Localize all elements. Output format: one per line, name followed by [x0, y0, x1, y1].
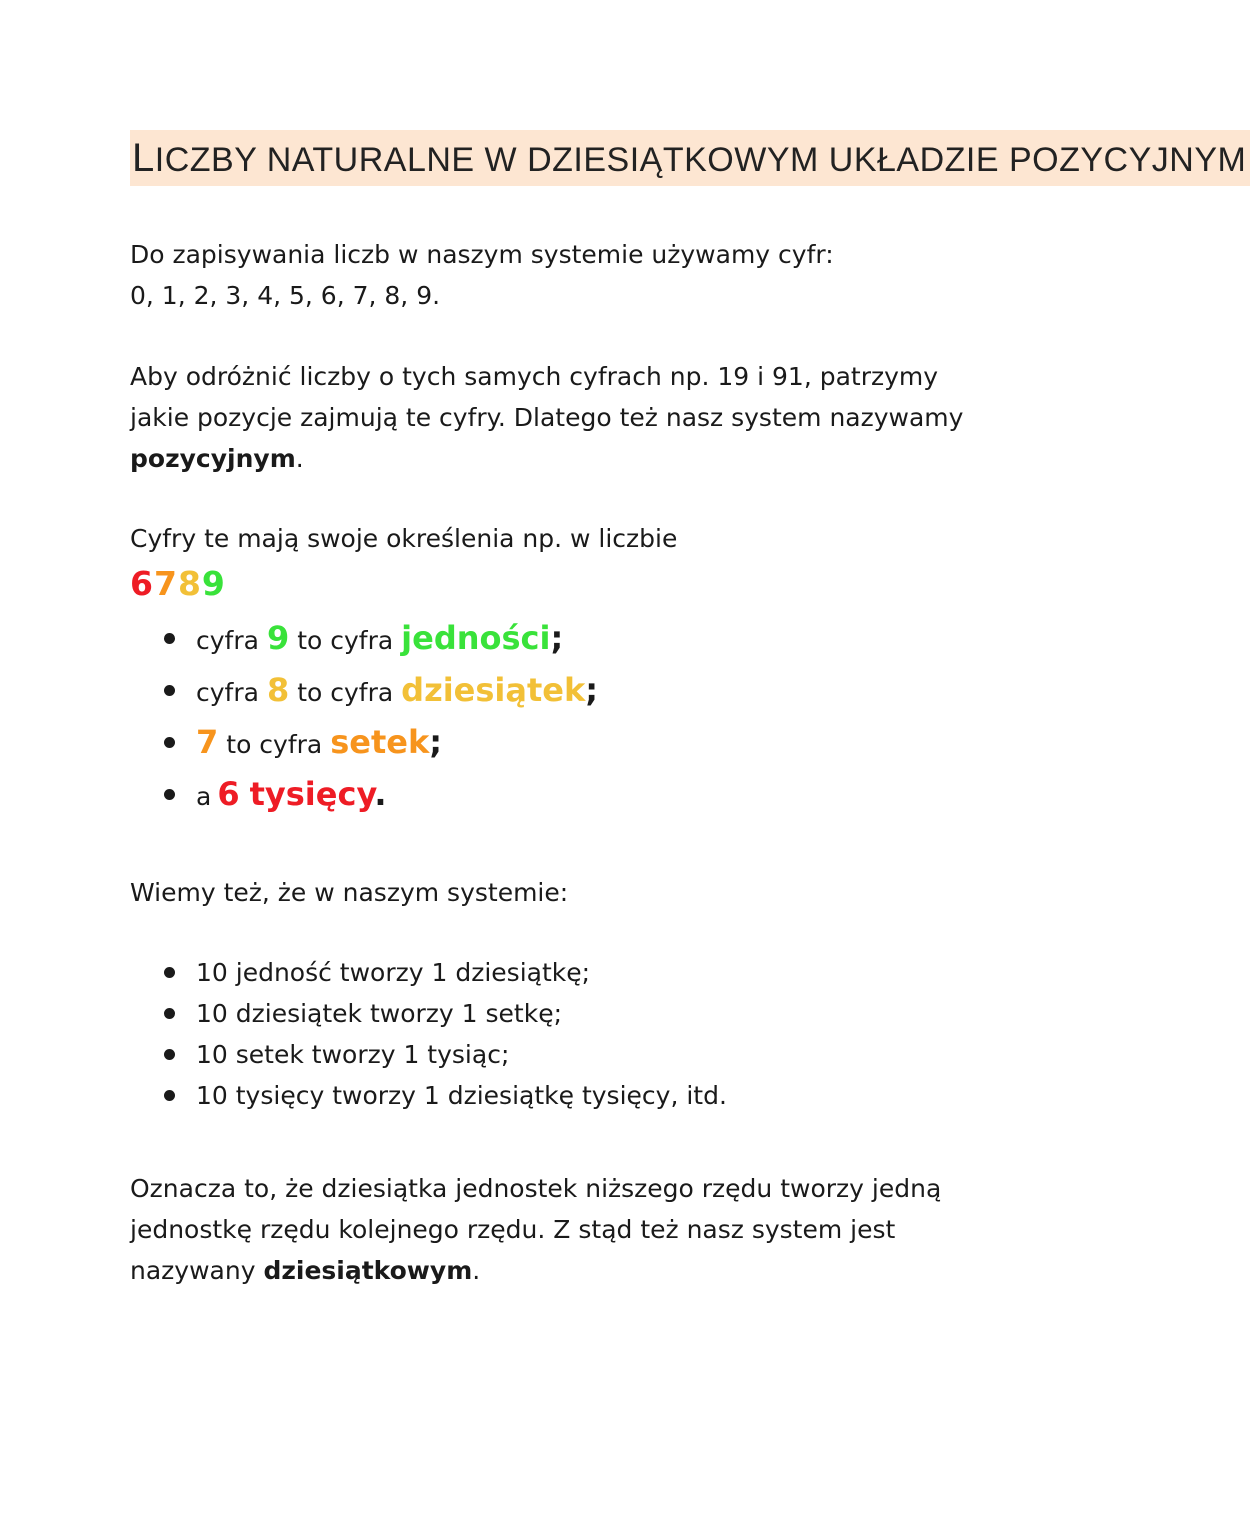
- rule-text: 10 tysięcy tworzy 1 dziesiątkę tysięcy, itd.: [196, 1081, 727, 1110]
- list-item: [160, 952, 727, 993]
- decimal-line-2: jednostkę rzędu kolejnego rzędu. Z stąd też nasz system jest: [130, 1215, 896, 1244]
- list-item: [160, 664, 598, 716]
- list-item: [160, 612, 598, 664]
- bullet-icon: [164, 633, 175, 644]
- item-digit: 9: [266, 619, 290, 657]
- intro-line-2: 0, 1, 2, 3, 4, 5, 6, 7, 8, 9.: [130, 281, 441, 310]
- bullet-icon: [164, 1049, 175, 1060]
- item-end: ;: [585, 671, 599, 709]
- item-digit: 8: [266, 671, 290, 709]
- decimal-end: .: [472, 1256, 481, 1285]
- item-digit: 6: [217, 775, 240, 813]
- units-digit: 9: [201, 564, 226, 603]
- title-first-letter: L: [132, 136, 155, 180]
- item-middle: to cyfra: [297, 678, 394, 707]
- decimal-paragraph: [130, 1168, 950, 1291]
- example-number: [130, 562, 226, 606]
- intro-paragraph: [130, 234, 950, 316]
- digit-places-list: [160, 612, 598, 820]
- item-middle: to cyfra: [226, 730, 323, 759]
- item-middle: to cyfra: [297, 626, 394, 655]
- rule-text: 10 dziesiątek tworzy 1 setkę;: [196, 999, 563, 1028]
- rule-text: 10 setek tworzy 1 tysiąc;: [196, 1040, 510, 1069]
- item-end: ;: [429, 723, 443, 761]
- rules-intro: Wiemy też, że w naszym systemie:: [130, 878, 569, 907]
- decimal-bold-word: dziesiątkowym: [263, 1256, 473, 1285]
- decimal-line-1: Oznacza to, że dziesiątka jednostek niższego rzędu tworzy jedną: [130, 1174, 942, 1203]
- item-place: tysięcy: [249, 775, 375, 813]
- list-item: [160, 768, 598, 820]
- item-prefix: cyfra: [196, 626, 259, 655]
- bullet-icon: [164, 1008, 175, 1019]
- positional-bold-word: pozycyjnym: [130, 444, 296, 473]
- item-end: ;: [550, 619, 564, 657]
- decimal-line-3-start: nazywany: [130, 1256, 264, 1285]
- hundreds-digit: 7: [153, 564, 178, 603]
- title-rest: ICZBY NATURALNE W DZIESIĄTKOWYM UKŁADZIE POZYCYJNYM: [154, 141, 1247, 179]
- item-digit: 7: [196, 723, 219, 761]
- bullet-icon: [164, 737, 175, 748]
- rule-text: 10 jedność tworzy 1 dziesiątkę;: [196, 958, 591, 987]
- item-end: .: [374, 775, 387, 813]
- list-item: [160, 993, 727, 1034]
- item-place: jedności: [401, 619, 551, 657]
- bullet-icon: [164, 967, 175, 978]
- item-prefix: cyfra: [196, 678, 259, 707]
- item-prefix: a: [196, 782, 212, 811]
- page-title: [130, 130, 1250, 186]
- positional-line-1: Aby odróżnić liczby o tych samych cyfrach np. 19 i 91, patrzymy: [130, 362, 939, 391]
- tens-digit: 8: [177, 564, 202, 603]
- positional-line-2: jakie pozycje zajmują te cyfry. Dlatego też nasz system nazywamy: [130, 403, 964, 432]
- bullet-icon: [164, 789, 175, 800]
- item-place: setek: [330, 723, 430, 761]
- example-intro: Cyfry te mają swoje określenia np. w liczbie: [130, 524, 678, 553]
- item-place: dziesiątek: [401, 671, 586, 709]
- list-item: [160, 1075, 727, 1116]
- list-item: [160, 716, 598, 768]
- bullet-icon: [164, 1090, 175, 1101]
- thousands-digit: 6: [130, 564, 154, 603]
- rules-list: [160, 952, 727, 1116]
- positional-end: .: [295, 444, 304, 473]
- positional-paragraph: [130, 356, 964, 479]
- intro-line-1: Do zapisywania liczb w naszym systemie używamy cyfr:: [130, 240, 834, 269]
- bullet-icon: [164, 685, 175, 696]
- list-item: [160, 1034, 727, 1075]
